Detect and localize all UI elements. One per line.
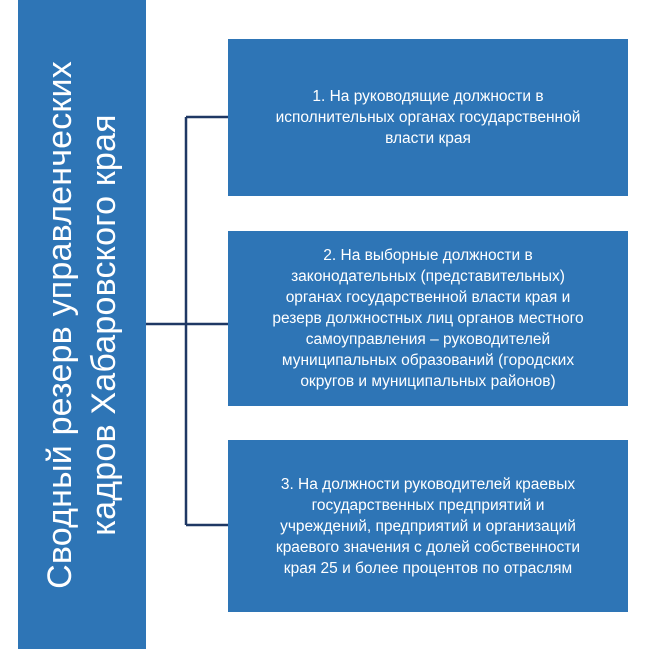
branch-node-1-label: 1. На руководящие должности в исполнительных органах государственной власти края	[275, 88, 581, 147]
branch-node-1	[228, 39, 628, 196]
root-node-label: Сводный резерв управленческих кадров Хабаровского края	[41, 60, 123, 589]
root-node	[18, 0, 146, 649]
branch-node-2	[228, 231, 628, 406]
branch-node-3	[228, 440, 628, 612]
branch-node-2-label: 2. На выборные должности в законодательных (представительных) органах государственной власти края и резерв должностных лиц органов местного самоуправления – руководителей муниципальных образований (городских округов и муниципальных районов)	[272, 247, 584, 390]
branch-node-3-label: 3. На должности руководителей краевых государственных предприятий и учреждений, предприятий и организаций краевого значения с долей собственности края 25 и более процентов по отраслям	[275, 475, 581, 577]
